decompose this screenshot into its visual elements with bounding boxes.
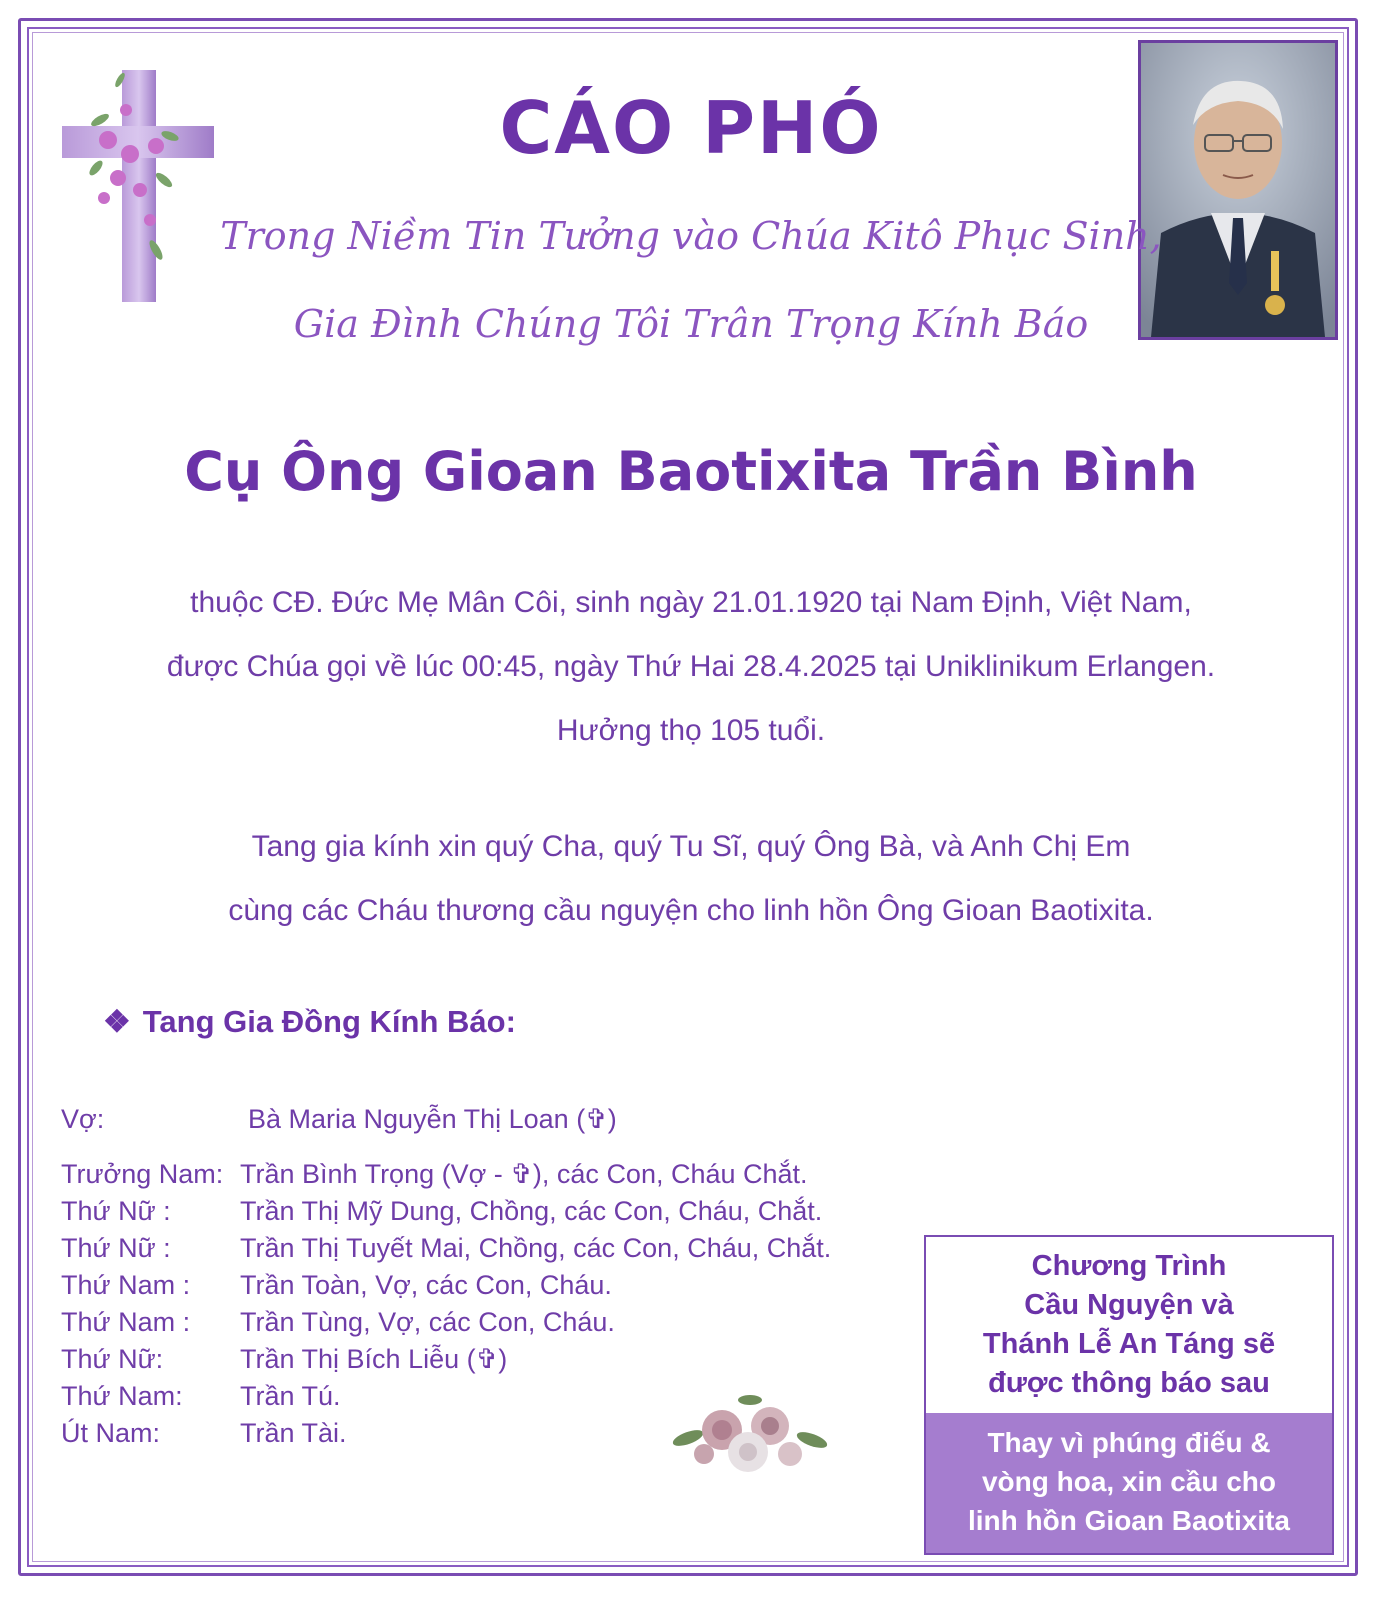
prayer-request: [926, 1413, 1332, 1553]
rose-bouquet-icon: [670, 1388, 830, 1478]
member-value: Bà Maria Nguyễn Thị Loan (✞): [248, 1104, 617, 1134]
family-heading-text: Tang Gia Đồng Kính Báo:: [142, 1004, 516, 1039]
member-value: Trần Bình Trọng (Vợ - ✞), các Con, Cháu Chắt.: [240, 1159, 808, 1189]
member-value: Trần Tú.: [240, 1381, 341, 1411]
member-value: Trần Toàn, Vợ, các Con, Cháu.: [240, 1270, 612, 1300]
member-label: Thứ Nữ :: [61, 1233, 171, 1263]
body-line-1: thuộc CĐ. Đức Mẹ Mân Côi, sinh ngày 21.01.1920 tại Nam Định, Việt Nam,: [190, 586, 1192, 619]
body-line-5: cùng các Cháu thương cầu nguyện cho linh hồn Ông Gioan Baotixita.: [228, 894, 1154, 927]
subtitle-line-2: Gia Đình Chúng Tôi Trân Trọng Kính Báo: [293, 302, 1089, 346]
ceremony-notice-line: Cầu Nguyện và: [1024, 1289, 1234, 1321]
member-value: Trần Thị Tuyết Mai, Chồng, các Con, Cháu, Chắt.: [240, 1233, 832, 1263]
member-value: Trần Thị Mỹ Dung, Chồng, các Con, Cháu, Chắt.: [240, 1196, 823, 1226]
member-label: Thứ Nữ :: [61, 1196, 171, 1226]
subtitle-line-1: Trong Niềm Tin Tưởng vào Chúa Kitô Phục Sinh,: [220, 214, 1162, 258]
deceased-name: Cụ Ông Gioan Baotixita Trần Bình: [184, 440, 1198, 503]
family-heading: [103, 1004, 516, 1040]
prayer-request-line: Thay vì phúng điếu &: [987, 1427, 1271, 1458]
ceremony-notice: [926, 1237, 1332, 1413]
member-label: Thứ Nam :: [61, 1270, 191, 1300]
member-label: Út Nam:: [61, 1418, 161, 1448]
ceremony-notice-line: Thánh Lễ An Táng sẽ: [982, 1328, 1276, 1360]
member-label: Trưởng Nam:: [61, 1159, 224, 1189]
member-label: Vợ:: [61, 1104, 105, 1134]
member-label: Thứ Nam :: [61, 1307, 191, 1337]
body-line-2: được Chúa gọi về lúc 00:45, ngày Thứ Hai 28.4.2025 tại Uniklinikum Erlangen.: [166, 650, 1216, 683]
prayer-request-line: vòng hoa, xin cầu cho: [981, 1466, 1277, 1497]
member-value: Trần Thị Bích Liễu (✞): [240, 1344, 508, 1374]
member-label: Thứ Nam:: [61, 1381, 183, 1411]
info-box: [924, 1235, 1334, 1555]
page-title: CÁO PHÓ: [499, 86, 883, 170]
member-value: Trần Tài.: [240, 1418, 347, 1448]
ceremony-notice-line: được thông báo sau: [988, 1367, 1270, 1399]
body-line-3: Hưởng thọ 105 tuổi.: [556, 714, 826, 747]
ceremony-notice-line: Chương Trình: [1031, 1250, 1227, 1282]
body-line-4: Tang gia kính xin quý Cha, quý Tu Sĩ, quý Ông Bà, và Anh Chị Em: [251, 830, 1131, 863]
diamond-bullet-icon: ❖: [103, 1004, 131, 1039]
member-value: Trần Tùng, Vợ, các Con, Cháu.: [240, 1307, 615, 1337]
member-label: Thứ Nữ:: [61, 1344, 164, 1374]
portrait-photo: [1138, 40, 1338, 340]
prayer-request-line: linh hồn Gioan Baotixita: [968, 1505, 1290, 1536]
